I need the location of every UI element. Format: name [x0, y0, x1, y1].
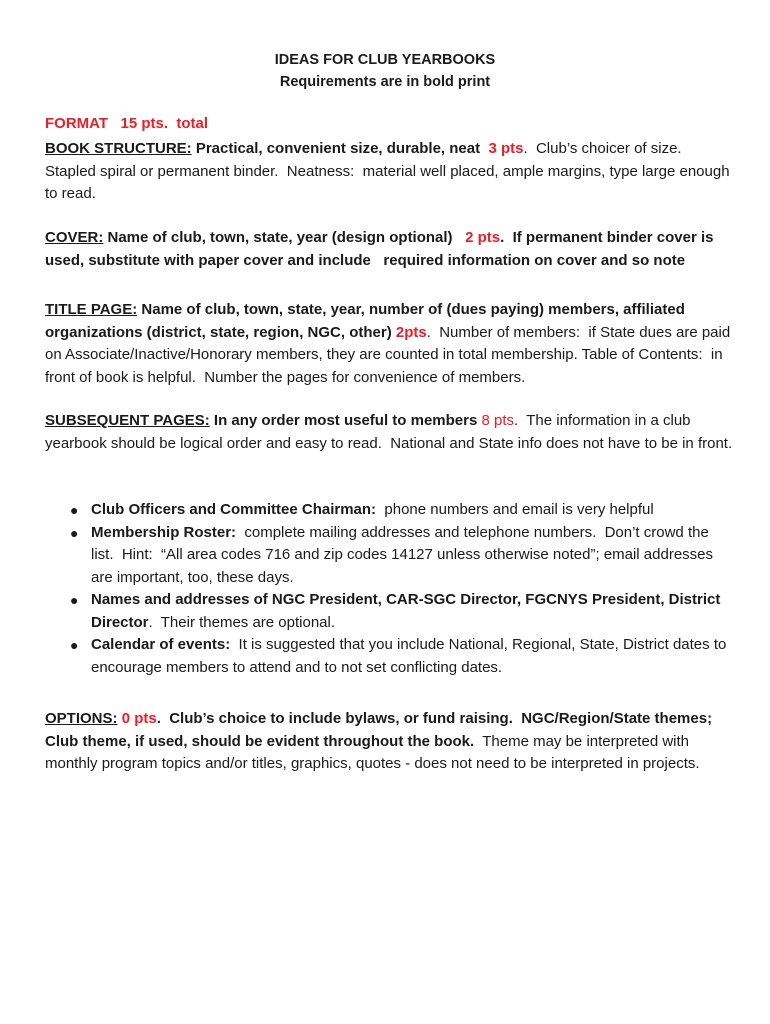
options-section: [45, 708, 735, 776]
bullet-label: Club Officers and Committee Chairman:: [91, 501, 377, 518]
document-title: IDEAS FOR CLUB YEARBOOKS: [274, 52, 496, 68]
subsequent-pages-points: 8 pts: [481, 412, 515, 429]
book-structure-section: [45, 138, 735, 206]
book-structure-notes: . Club’s choicer of size. Stapled spiral or permanent binder. Neatness: material well placed, ample margins, type large enough to read.: [45, 140, 734, 202]
book-structure-heading: BOOK STRUCTURE:: [45, 140, 192, 157]
bullet-text: It is suggested that you include National, Regional, State, District dates to encourage members to attend and to not set conflicting dates.: [91, 636, 731, 676]
bullet-text: phone numbers and email is very helpful: [376, 501, 654, 518]
bullet-dot-icon: ●: [70, 592, 79, 608]
bullet-text: complete mailing addresses and telephone numbers. Don’t crowd the list. Hint: “All area codes 716 and zip codes 14127 unless otherwise noted”; email addresses are important, too, these days.: [91, 523, 718, 586]
document-subtitle: Requirements are in bold print: [279, 74, 491, 90]
bullet-item-club-officers: [45, 499, 735, 522]
options-requirements: . Club’s choice to include bylaws, or fund raising. NGC/Region/State themes; Club theme, if used, should be evident throughout the book.: [45, 710, 717, 750]
title-page-heading: TITLE PAGE:: [45, 301, 138, 318]
bullet-dot-icon: ●: [70, 637, 79, 653]
format-heading: FORMAT 15 pts. total: [45, 115, 209, 132]
book-structure-requirements: Practical, convenient size, durable, neat: [191, 140, 489, 157]
bullet-label: Names and addresses of NGC President, CAR-SGC Director, FGCNYS President, District Director: [91, 591, 721, 631]
subsequent-pages-heading: SUBSEQUENT PAGES:: [45, 412, 210, 429]
options-notes: Theme may be interpreted with monthly program topics and/or titles, graphics, quotes - does not need to be interpreted in projects.: [45, 732, 700, 772]
options-heading: OPTIONS:: [45, 710, 118, 727]
cover-requirements: Name of club, town, state, year (design optional): [103, 229, 466, 246]
title-page-section: [45, 299, 735, 389]
title-page-notes: . Number of members: if State dues are paid on Associate/Inactive/Honorary members, they are counted in total membership. Table of Contents: in front of book is helpful. Number the pages for convenience of members.: [45, 323, 735, 386]
subsequent-pages-notes: . The information in a club yearbook should be logical order and easy to read. National and State info does not have to be in front.: [45, 412, 733, 452]
bullet-label: Calendar of events:: [91, 636, 231, 653]
cover-points: 2 pts: [465, 229, 501, 246]
bullet-item-membership-roster: [45, 522, 735, 590]
bullet-item-names-addresses: [45, 589, 735, 634]
options-points: 0 pts: [121, 710, 157, 727]
cover-binder-note: . If permanent binder cover is used, substitute with paper cover and include required information on cover and so note: [45, 229, 718, 269]
bullet-dot-icon: ●: [70, 502, 79, 518]
cover-heading: COVER:: [45, 229, 104, 246]
title-page-points: 2pts: [395, 323, 427, 341]
title-page-requirements: Name of club, town, state, year, number of (dues paying) members, affiliated organizations (district, state, region, NGC, other): [45, 301, 690, 341]
cover-section: [45, 227, 735, 272]
bullet-dot-icon: ●: [70, 524, 79, 541]
bullet-item-calendar-of-events: [45, 634, 735, 679]
subsequent-pages-section: [45, 410, 735, 455]
subsequent-pages-bullet-list: [45, 499, 735, 679]
subsequent-pages-requirements: In any order most useful to members: [209, 412, 482, 429]
bullet-text: . Their themes are optional.: [148, 613, 336, 631]
bullet-label: Membership Roster:: [91, 523, 237, 541]
book-structure-points: 3 pts: [488, 140, 524, 157]
